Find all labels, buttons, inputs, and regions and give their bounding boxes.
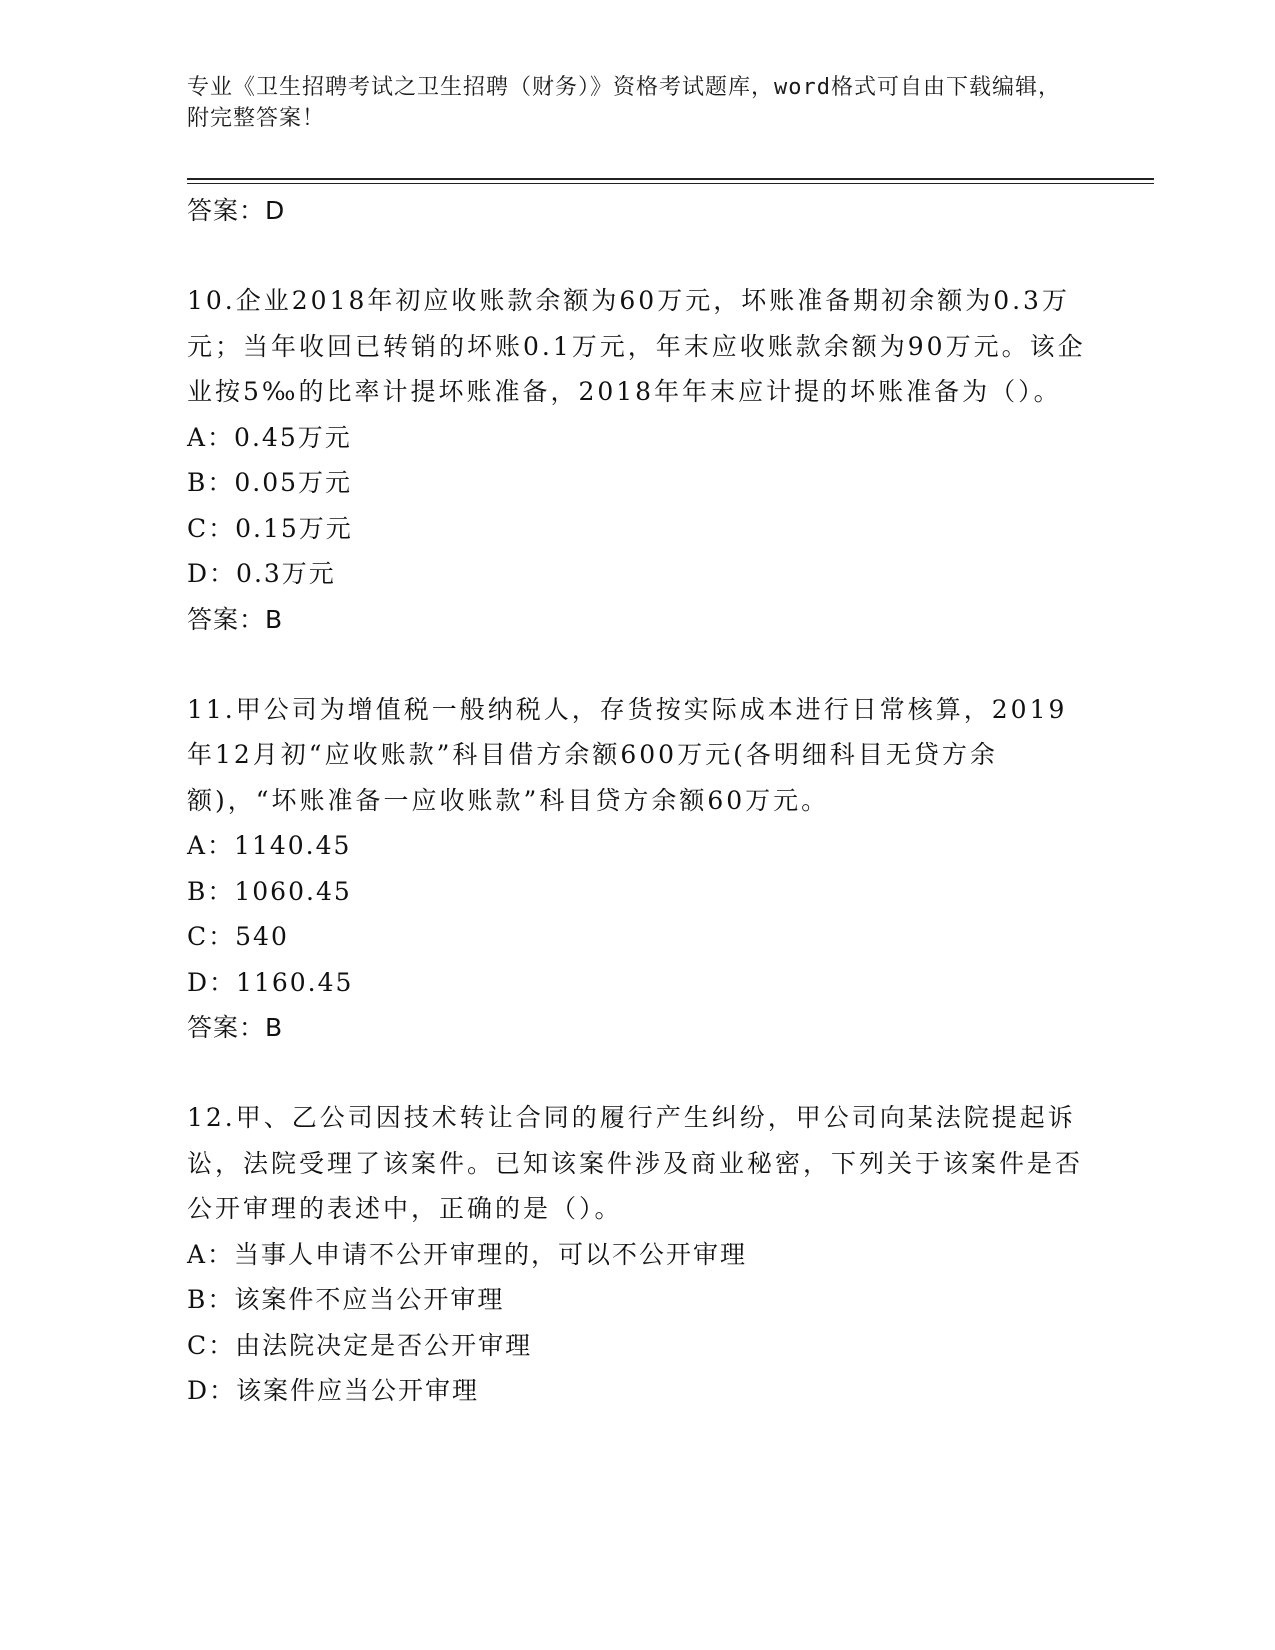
question-10 (187, 278, 1087, 643)
question-stem: 10.企业2018年初应收账款余额为60万元，坏账准备期初余额为0.3万元；当年收回已转销的坏账0.1万元，年末应收账款余额为90万元。该企业按5‰的比率计提坏账准备，2018年年末应计提的坏账准备为（）。 (187, 286, 1086, 406)
question-12 (187, 1095, 1087, 1414)
option-d: D：0.3万元 (187, 559, 336, 588)
question-stem: 11.甲公司为增值税一般纳税人，存货按实际成本进行日常核算，2019年12月初“应收账款”科目借方余额600万元(各明细科目无贷方余额)，“坏账准备一应收账款”科目贷方余额60万元。 (187, 694, 1068, 815)
option-b: B：0.05万元 (187, 468, 353, 497)
option-d: D：1160.45 (187, 967, 354, 997)
option-c: C：540 (187, 922, 289, 951)
option-a: A：当事人申请不公开审理的，可以不公开审理 (187, 1239, 748, 1269)
option-d: D：该案件应当公开审理 (187, 1376, 480, 1405)
document-body (187, 188, 1087, 1414)
question-11 (187, 687, 1087, 1052)
header-divider-thick (187, 178, 1154, 180)
option-c: C：由法院决定是否公开审理 (187, 1330, 533, 1360)
question-stem: 12.甲、乙公司因技术转让合同的履行产生纠纷，甲公司向某法院提起诉讼，法院受理了该案件。已知该案件涉及商业秘密，下列关于该案件是否公开审理的表述中，正确的是（）。 (187, 1103, 1084, 1223)
option-b: B：该案件不应当公开审理 (187, 1285, 505, 1314)
option-a: A：1140.45 (187, 831, 352, 860)
option-c: C：0.15万元 (187, 513, 353, 543)
header-divider-thin (187, 183, 1154, 184)
option-a: A：0.45万元 (187, 422, 352, 452)
document-header: 专业《卫生招聘考试之卫生招聘（财务）》资格考试题库，word格式可自由下载编辑，附完整答案！ (187, 75, 1061, 131)
question-answer: 答案：B (187, 604, 284, 634)
question-answer: 答案：B (187, 1013, 284, 1042)
previous-answer: 答案：D (187, 196, 286, 225)
option-b: B：1060.45 (187, 876, 352, 906)
